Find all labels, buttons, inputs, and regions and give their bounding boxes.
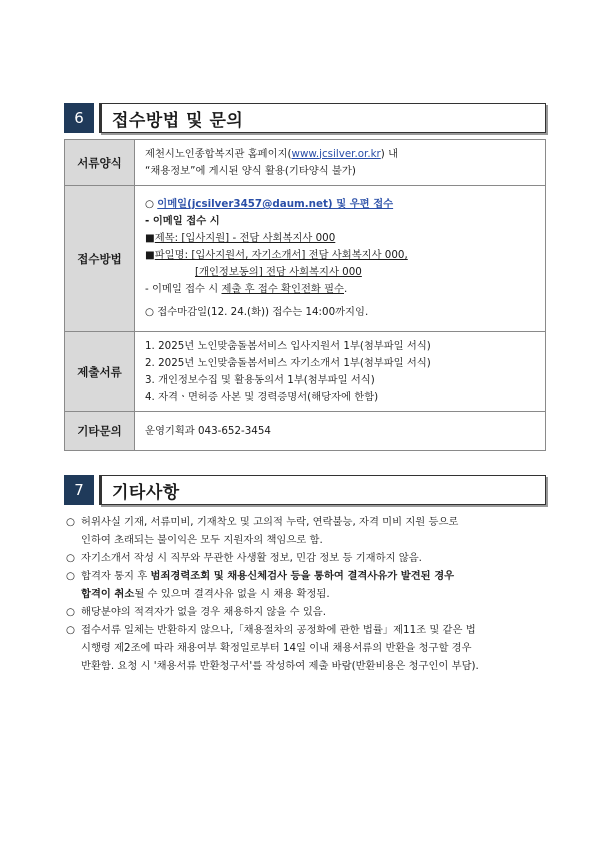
section-number: 7 <box>64 475 94 505</box>
section-7-header <box>64 475 546 505</box>
subject-format: 제목: [입사지원] - 전담 사회복지사 000 <box>154 232 336 244</box>
deadline-text: 접수마감일(12. 24.(화)) 접수는 14:00까지임. <box>157 306 369 318</box>
file-format: 파일명: [입사지원서, 자기소개서] 전담 사회복지사 000, <box>154 249 408 261</box>
circle-bullet-icon: ○ <box>66 552 75 564</box>
circle-bullet-icon: ○ <box>66 624 75 636</box>
list-item <box>66 513 546 549</box>
list-item <box>66 603 546 621</box>
table-row-method <box>65 186 546 332</box>
note-1-line-2: 인하여 초래되는 불이익은 모두 지원자의 책임으로 함. <box>81 534 323 546</box>
list-item: 3. 개인정보수집 및 활용동의서 1부(첨부파일 서식) <box>145 373 375 386</box>
circle-bullet-icon: ○ <box>66 516 75 528</box>
circle-bullet-icon: ○ <box>145 198 154 210</box>
circle-bullet-icon: ○ <box>66 606 75 618</box>
circle-bullet-icon: ○ <box>66 570 75 582</box>
docs-text: 제천시노인종합복지관 홈페이지( <box>145 147 292 160</box>
file-format-2: [개인정보동의] 전담 사회복지사 000 <box>195 266 362 278</box>
section-title: 접수방법 및 문의 <box>99 103 546 133</box>
note-4: 해당분야의 적격자가 없을 경우 채용하지 않을 수 있음. <box>81 606 327 618</box>
note-3-pre: 합격자 통지 후 <box>81 570 151 582</box>
list-item <box>66 621 546 675</box>
row-content <box>135 332 546 412</box>
row-content <box>135 140 546 186</box>
docs-text-line2: “채용정보”에 게시된 양식 활용(기타양식 불가) <box>145 164 356 177</box>
note-3-bold: 범죄경력조회 및 채용신체검사 등을 통하여 결격사유가 발견된 경우 <box>150 570 455 582</box>
row-content <box>135 186 546 332</box>
table-row-submit <box>65 332 546 412</box>
homepage-link[interactable]: www.jcsilver.or.kr <box>291 147 381 160</box>
confirm-text: - 이메일 접수 시 <box>145 283 222 295</box>
table-row-docs <box>65 140 546 186</box>
section-number: 6 <box>64 103 94 133</box>
list-item: 1. 2025년 노인맞춤돌봄서비스 입사지원서 1부(첨부파일 서식) <box>145 339 431 352</box>
circle-bullet-icon: ○ <box>145 306 154 318</box>
note-5-line-3: 반환함. 요청 시 '채용서류 반환청구서'를 작성하여 제출 바람(반환비용은 청구인이 부담). <box>81 660 479 672</box>
note-1-line-1: 허위사실 기재, 서류미비, 기재착오 및 고의적 누락, 연락불능, 자격 미비 지원 등으로 <box>81 516 459 528</box>
row-label: 제출서류 <box>65 332 135 412</box>
confirm-required: 제출 후 접수 확인전화 필수 <box>221 283 345 295</box>
section-title: 기타사항 <box>99 475 546 505</box>
email-sub: - 이메일 접수 시 <box>145 215 220 227</box>
table-row-contact <box>65 412 546 451</box>
square-bullet-icon: ■ <box>145 232 155 244</box>
list-item <box>66 567 546 603</box>
section-6-header <box>64 103 546 133</box>
notes-list <box>66 513 546 675</box>
row-label: 접수방법 <box>65 186 135 332</box>
confirm-period: . <box>344 283 348 295</box>
docs-text-end: ) 내 <box>380 147 399 160</box>
note-3-rest: 될 수 있으며 결격사유 없을 시 채용 확정됨. <box>134 588 330 600</box>
square-bullet-icon: ■ <box>145 249 155 261</box>
note-3-cancel: 합격이 취소 <box>81 588 135 600</box>
list-item: 4. 자격ㆍ면허증 사본 및 경력증명서(해당자에 한함) <box>145 390 379 403</box>
note-5-line-1: 접수서류 일체는 반환하지 않으나,「채용절차의 공정화에 관한 법률」제11조 및 같은 법 <box>81 624 476 636</box>
note-2: 자기소개서 작성 시 직무와 무관한 사생활 정보, 민감 정보 등 기재하지 않음. <box>81 552 422 564</box>
application-info-table <box>64 139 546 451</box>
email-link[interactable]: 이메일(jcsilver3457@daum.net) 및 우편 접수 <box>157 198 394 210</box>
note-5-line-2: 시행령 제2조에 따라 채용여부 확정일로부터 14일 이내 채용서류의 반환을 청구할 경우 <box>81 642 472 654</box>
row-label: 기타문의 <box>65 412 135 451</box>
row-label: 서류양식 <box>65 140 135 186</box>
list-item <box>66 549 546 567</box>
list-item: 2. 2025년 노인맞춤돌봄서비스 자기소개서 1부(첨부파일 서식) <box>145 356 431 369</box>
contact-text: 운영기획과 043-652-3454 <box>135 412 546 451</box>
